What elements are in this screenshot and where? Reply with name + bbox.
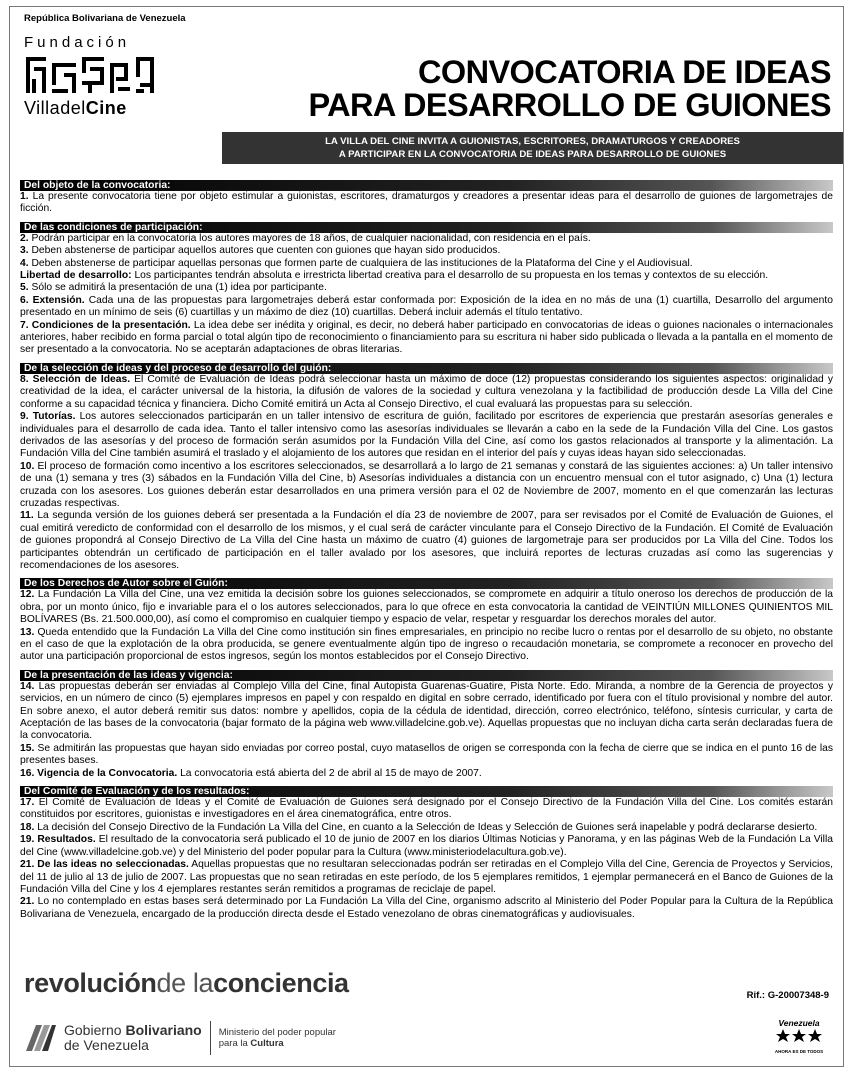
section	[20, 578, 833, 663]
section-body	[20, 374, 833, 573]
page-title	[309, 56, 832, 122]
clause	[20, 768, 833, 780]
clause-text: La Fundación La Villa del Cine, una vez emitida la decisión sobre los guiones seleccionados, se compromete en adquirir a título oneroso los derechos de producción de la obra, por un monto único, fijo e invariable para el o los autores seleccionados, para lo que ofrece en esta convocatoria la cantidad de VEINTIÚN MILLONES QUINIENTOS MIL BOLÍVARES (Bs. 21.500.000,00), así como el compromiso en cualquier tiempo y espacio de velar, respetar y resguardar los derechos morales del autor.	[20, 589, 833, 626]
clause	[20, 627, 833, 664]
rif-number: Rif.: G-20007348-9	[746, 990, 829, 1001]
clause	[20, 896, 833, 921]
clause-text: El Comité de Evaluación de Ideas y el Comité de Evaluación de Guiones será designado por el Consejo Directivo de la Fundación Villa del Cine. Los comités estarán constituidos por escritores, guionistas e investigadores en el área cinematográfica, entre otros.	[20, 797, 833, 821]
clause	[20, 374, 833, 411]
invitation-banner	[222, 132, 843, 164]
section-heading: De los Derechos de Autor sobre el Guión:	[20, 578, 833, 589]
clause	[20, 589, 833, 626]
ministry-line2b: Cultura	[250, 1038, 284, 1049]
title-line-1: CONVOCATORIA DE IDEAS	[418, 54, 831, 90]
clause	[20, 320, 833, 357]
clause-text: La segunda versión de los guiones deberá ser presentada a la Fundación el día 23 de noviembre de 2007, para ser revisados por el Comité de Evaluación de Guiones, el cual emitirá veredicto de conformidad con el desarrollo de los mismos, y el cual será de carácter vinculante para el Consejo Directivo de la Fundación. El Comité de Evaluación de guiones propondrá al Consejo Directivo de La Villa del Cine hasta un máximo de cuatro (4) guiones de largometraje para ser producidos por La Villa del Cine. Todos los participantes obtendrán un certificado de participación en el taller avalado por los asesores, que incluirá reportes de lecturas cruzadas así como las sugerencias y recomendaciones de los asesores.	[20, 510, 833, 571]
clause-text: Sólo se admitirá la presentación de una (1) idea por participante.	[31, 282, 327, 294]
invitation-line-2: A PARTICIPAR EN LA CONVOCATORIA DE IDEAS PARA DESARROLLO DE GUIONES	[338, 149, 727, 160]
section-body	[20, 681, 833, 780]
slogan	[24, 968, 349, 999]
section	[20, 180, 833, 216]
clause-text: Deben abstenerse de participar aquellas personas que formen parte de cualquiera de las instituciones de la Plataforma del Cine y el Audiovisual.	[31, 257, 693, 269]
clause-label: 16. Vigencia de la Convocatoria.	[20, 767, 178, 779]
stars-icon	[776, 1028, 822, 1044]
clause	[20, 295, 833, 320]
clause-text: Los participantes tendrán absoluta e irrestricta libertad creativa para el desarrollo de su propuesta en los temas y contextos de su elección.	[134, 270, 769, 282]
clause	[20, 681, 833, 743]
clause	[20, 245, 833, 257]
logo-del: del	[60, 98, 86, 118]
clause-text: La decisión del Consejo Directivo de la Fundación La Villa del Cine, en cuanto a la Selección de Ideas y Selección de Guiones será inapelable y podrá declararse desierto.	[37, 821, 818, 833]
clause-label: 3.	[20, 245, 29, 257]
slogan-conciencia: conciencia	[213, 968, 349, 998]
section	[20, 786, 833, 921]
gov-line1b: Bolivariano	[125, 1022, 202, 1038]
clause-label: 7. Condiciones de la presentación.	[20, 319, 191, 331]
sections	[10, 180, 843, 921]
venezuela-name: Venezuela	[778, 1018, 820, 1028]
clause-text: El resultado de la convocatoria será publicado el 10 de junio de 2007 en los diarios Últimas Noticias y Panorama, y en las páginas Web de la Fundación La Villa del Cine (www.villadelcine.gob.ve) y del Ministerio del poder popular para la Cultura (www.ministeriodelacultura.gob.ve).	[20, 834, 833, 858]
clause-text: El proceso de formación como incentivo a los escritores seleccionados, se desarrollará a lo largo de 21 semanas y constará de las siguientes acciones: a) Un taller intensivo de una (1) semana y tres (3) sábados en la Fundación Villa del Cine, b) Asesorías individuales a distancia con un encuentro mensual con el tutor asignado, c) Una (1) lectura cruzada con los asesores. Los guiones deberán estar desarrollados en una primera versión para el 02 de Noviembre de 2007, momento en el que comenzarán las lecturas cruzadas respectivas.	[20, 460, 833, 509]
clause-label: Libertad de desarrollo:	[20, 270, 132, 282]
clause-text: La idea debe ser inédita y original, es decir, no deberá haber participado en convocatorias de ideas o guiones nacionales o internacionales anteriores, haber recibido en forma parcial o total algún tipo de reconocimiento o financiamiento para su escritura ni haber sido publicada o llevada a la pantalla en el momento de ser presentado a la convocatoria. No se aceptarán adaptaciones de obras literarias.	[20, 319, 833, 356]
clause-label: 2.	[20, 232, 29, 244]
ministry-line1: Ministerio del poder popular	[218, 1027, 336, 1038]
section-heading: Del objeto de la convocatoria:	[20, 180, 833, 191]
gov-line2: de Venezuela	[64, 1037, 149, 1053]
clause	[20, 233, 833, 245]
clause-label: 18.	[20, 821, 35, 833]
clause-text: Se admitirán las propuestas que hayan sido enviadas por correo postal, cuyo matasellos de origen se corresponda con la fecha de cierre que se indica en el punto 16 de las presentes bases.	[20, 742, 833, 767]
logo-villa: Villa	[24, 98, 61, 118]
clause-label: 13.	[20, 626, 35, 638]
clause	[20, 797, 833, 822]
section-heading: De las condiciones de participación:	[20, 222, 833, 233]
clause-label: 4.	[20, 257, 29, 269]
clause-label: 17.	[20, 797, 35, 809]
clause-label: 1.	[20, 191, 29, 202]
clause	[20, 191, 833, 216]
section-body	[20, 797, 833, 921]
fundacion-label: Fundación	[24, 34, 131, 51]
clause-label: 9. Tutorías.	[20, 411, 76, 423]
clause-label: 12.	[20, 589, 35, 601]
section-heading: De la selección de ideas y del proceso de desarrollo del guión:	[20, 363, 833, 374]
clause-text: Las propuestas deberán ser enviadas al Complejo Villa del Cine, final Autopista Guarenas-Guatire, Pista Norte. Edo. Miranda, a nombre de la Gerencia de proyectos y servicios, en un número de cinco (5) ejemplares impresos en papel y con respaldo en digital en sobre cerrado, identificado por fuera con el título provisional y nombre del autor. En sobre anexo, el autor deberá remitir sus datos: nombre y apellidos, copia de la cédula de identidad, dirección, correo electrónico, teléfono, síntesis curricular, y carta de Aceptación de las bases de la convocatoria (bajar formato de la página web www.villadelcine.gob.ve). Aquellas propuestas que no incluyan dicha carta serán declaradas fuera de la convocatoria.	[20, 680, 833, 742]
divider	[210, 1021, 211, 1055]
clause-text: El Comité de Evaluación de Ideas podrá seleccionar hasta un máximo de doce (12) propuestas considerando los siguientes aspectos: originalidad y creatividad de la idea, el carácter universal de la historia, la difusión de valores de la sociedad y cultura venezolana y la factibilidad de producción desde La Villa del Cine conforme a su capacidad técnica y financiera. Dicho Comité emitirá un Acta al Consejo Directivo, el cual evaluará las propuestas para su selección.	[20, 373, 833, 410]
section-body	[20, 589, 833, 663]
clause-text: Deben abstenerse de participar aquellos autores que cuenten con guiones que hayan sido producidos.	[31, 245, 501, 257]
venezuela-motto: AHORA ES DE TODOS	[774, 1049, 824, 1054]
clause	[20, 510, 833, 572]
clause-label: 19. Resultados.	[20, 834, 96, 846]
footer	[10, 968, 843, 1066]
section-heading: Del Comité de Evaluación y de los resultados:	[20, 786, 833, 797]
government-logo-block	[24, 1016, 336, 1060]
logo-cine: Cine	[85, 98, 127, 118]
clause-label: 21. De las ideas no seleccionadas.	[20, 859, 189, 871]
government-name	[64, 1023, 202, 1053]
clause-text: Los autores seleccionados participarán en un taller intensivo de escritura de guión, facilitado por escritores de experiencia que prestarán asesorías generales e individuales para el desarrollo de cada idea. Tanto el taller intensivo como las asesorías individuales se llevarán a cabo en la sede de la Fundación Villa del Cine. Los gastos derivados de las asesorías y del proceso de formación serán asumidos por la Fundación Villa del Cine, así como los gastos relacionados al transporte y la alimentación. La Fundación Villa del Cine también asumirá el traslado y el alojamiento de los autores que residan en el interior del país y cuyas ideas hayan sido seleccionadas.	[20, 411, 833, 460]
clause	[20, 270, 833, 282]
clause	[20, 282, 833, 294]
venezuela-logo	[769, 1018, 829, 1054]
clause	[20, 411, 833, 461]
invitation-line-1: LA VILLA DEL CINE INVITA A GUIONISTAS, ESCRITORES, DRAMATURGOS Y CREADORES	[325, 136, 740, 147]
slogan-dela: de la	[156, 968, 214, 998]
clause-label: 10.	[20, 460, 35, 472]
clause-text: Podrán participar en la convocatoria los autores mayores de 18 años, de cualquier nacionalidad, con residencia en el país.	[31, 232, 591, 244]
clause-text: Queda entendido que la Fundación La Villa del Cine como institución sin fines empresariales, en principio no recibe lucro o rentas por el desarrollo de su objeto, no obstante en el caso de que la explotación de la obra producida, se genere eventualmente algún tipo de ingreso o recaudación monetaria, se compromete a reconocer en provecho del autor una participación proporcional de estos ingresos, según los montos establecidos por el Consejo Directivo.	[20, 626, 833, 663]
clause	[20, 461, 833, 511]
clause-label: 5.	[20, 282, 29, 294]
republic-label: República Bolivariana de Venezuela	[24, 13, 186, 24]
logo-name	[24, 98, 127, 119]
clause-text: Aquellas propuestas que no resultaran seleccionadas podrán ser retiradas en el Complejo Villa del Cine, Gerencia de Proyectos y Servicios, del 11 de julio al 13 de julio de 2007. Las propuestas que no sean retiradas en este período, de los 5 ejemplares remitidos, 1 ejemplar permanecerá en el Banco de Guiones de la Fundación Villa del Cine y los 4 ejemplares restantes serán remitidos a programas de reciclaje de papel.	[20, 859, 833, 895]
clause-text: Lo no contemplado en estas bases será determinado por La Fundación La Villa del Cine, organismo adscrito al Ministerio del Poder Popular para la Cultura de la República Bolivariana de Venezuela, encargado de la producción directa desde el Estado venezolano de obras cinematográficas y audiovisuales.	[20, 896, 833, 920]
section-body	[20, 233, 833, 357]
clause-label: 11.	[20, 510, 34, 522]
title-line-2: PARA DESARROLLO DE GUIONES	[308, 87, 831, 123]
clause-text: La convocatoria está abierta del 2 de abril al 15 de mayo de 2007.	[180, 767, 482, 779]
clause-label: 21.	[20, 896, 35, 908]
slogan-revolucion: revolución	[24, 968, 157, 998]
ministry-name	[219, 1027, 336, 1049]
document-page	[9, 6, 844, 1067]
section-heading: De la presentación de las ideas y vigencia:	[20, 670, 833, 681]
section	[20, 670, 833, 780]
header	[10, 7, 843, 139]
government-flag-icon	[24, 1021, 58, 1055]
section	[20, 222, 833, 357]
clause-label: 15.	[20, 742, 35, 754]
clause-label: 14.	[20, 680, 35, 692]
clause	[20, 258, 833, 270]
section	[20, 363, 833, 573]
clause	[20, 743, 833, 768]
clause	[20, 859, 833, 896]
section-body	[20, 191, 833, 216]
clause-text: La presente convocatoria tiene por objeto estimular a guionistas, escritores, dramaturgos y creadores a presentar ideas para el desarrollo de guiones de largometrajes de ficción.	[20, 191, 833, 215]
gov-line1a: Gobierno	[64, 1022, 126, 1038]
clause	[20, 822, 833, 834]
clause-label: 8. Selección de Ideas.	[20, 373, 131, 385]
clause	[20, 834, 833, 859]
villa-del-cine-logo-icon	[24, 55, 162, 97]
clause-label: 6. Extensión.	[20, 294, 85, 306]
ministry-line2a: para la	[218, 1038, 251, 1049]
clause-text: Cada una de las propuestas para largometrajes deberá estar conformada por: Exposición de la idea en no más de una (1) cuartilla, Desarrollo del argumento presentado en un mínimo de seis (6) cuartillas y un máximo de diez (10) cuartillas. Deberá incluir además el título tentativo.	[20, 294, 833, 319]
